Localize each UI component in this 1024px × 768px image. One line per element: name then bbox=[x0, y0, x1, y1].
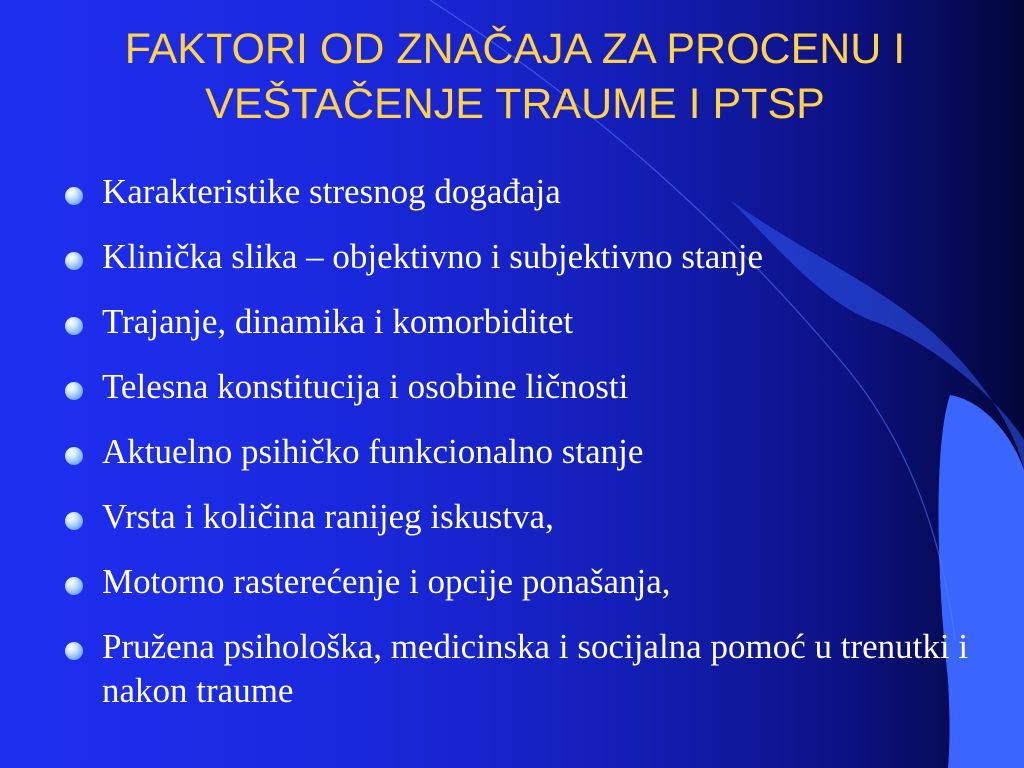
bullet-item bbox=[64, 430, 974, 474]
bullet-text: Karakteristike stresnog događaja bbox=[102, 172, 561, 211]
bullet-dot-icon bbox=[65, 382, 83, 400]
bullet-item bbox=[64, 495, 974, 539]
bullet-item bbox=[64, 560, 974, 604]
bullet-item bbox=[64, 300, 974, 344]
bullet-text: Trajanje, dinamika i komorbiditet bbox=[102, 302, 574, 341]
bullet-text: Motorno rasterećenje i opcije ponašanja, bbox=[102, 562, 671, 601]
bullet-dot-icon bbox=[65, 447, 83, 465]
bullet-list bbox=[64, 170, 974, 734]
bullet-text: Klinička slika – objektivno i subjektivno stanje bbox=[102, 237, 764, 276]
bullet-item bbox=[64, 625, 974, 713]
bullet-text: Aktuelno psihičko funkcionalno stanje bbox=[102, 432, 644, 471]
bullet-dot-icon bbox=[65, 642, 83, 660]
bullet-dot-icon bbox=[65, 512, 83, 530]
bullet-text: Telesna konstitucija i osobine ličnosti bbox=[102, 367, 629, 406]
bullet-dot-icon bbox=[65, 187, 83, 205]
bullet-dot-icon bbox=[65, 252, 83, 270]
bullet-item bbox=[64, 170, 974, 214]
bullet-dot-icon bbox=[65, 317, 83, 335]
slide-title: FAKTORI OD ZNAČAJA ZA PROCENU I VEŠTAČENJE TRAUME I PTSP bbox=[124, 25, 906, 128]
bullet-dot-icon bbox=[65, 577, 83, 595]
bullet-text: Pružena psihološka, medicinska i socijalna pomoć u trenutki i nakon traume bbox=[102, 627, 969, 710]
bullet-text: Vrsta i količina ranijeg iskustva, bbox=[102, 497, 554, 536]
bullet-item bbox=[64, 365, 974, 409]
bullet-item bbox=[64, 235, 974, 279]
